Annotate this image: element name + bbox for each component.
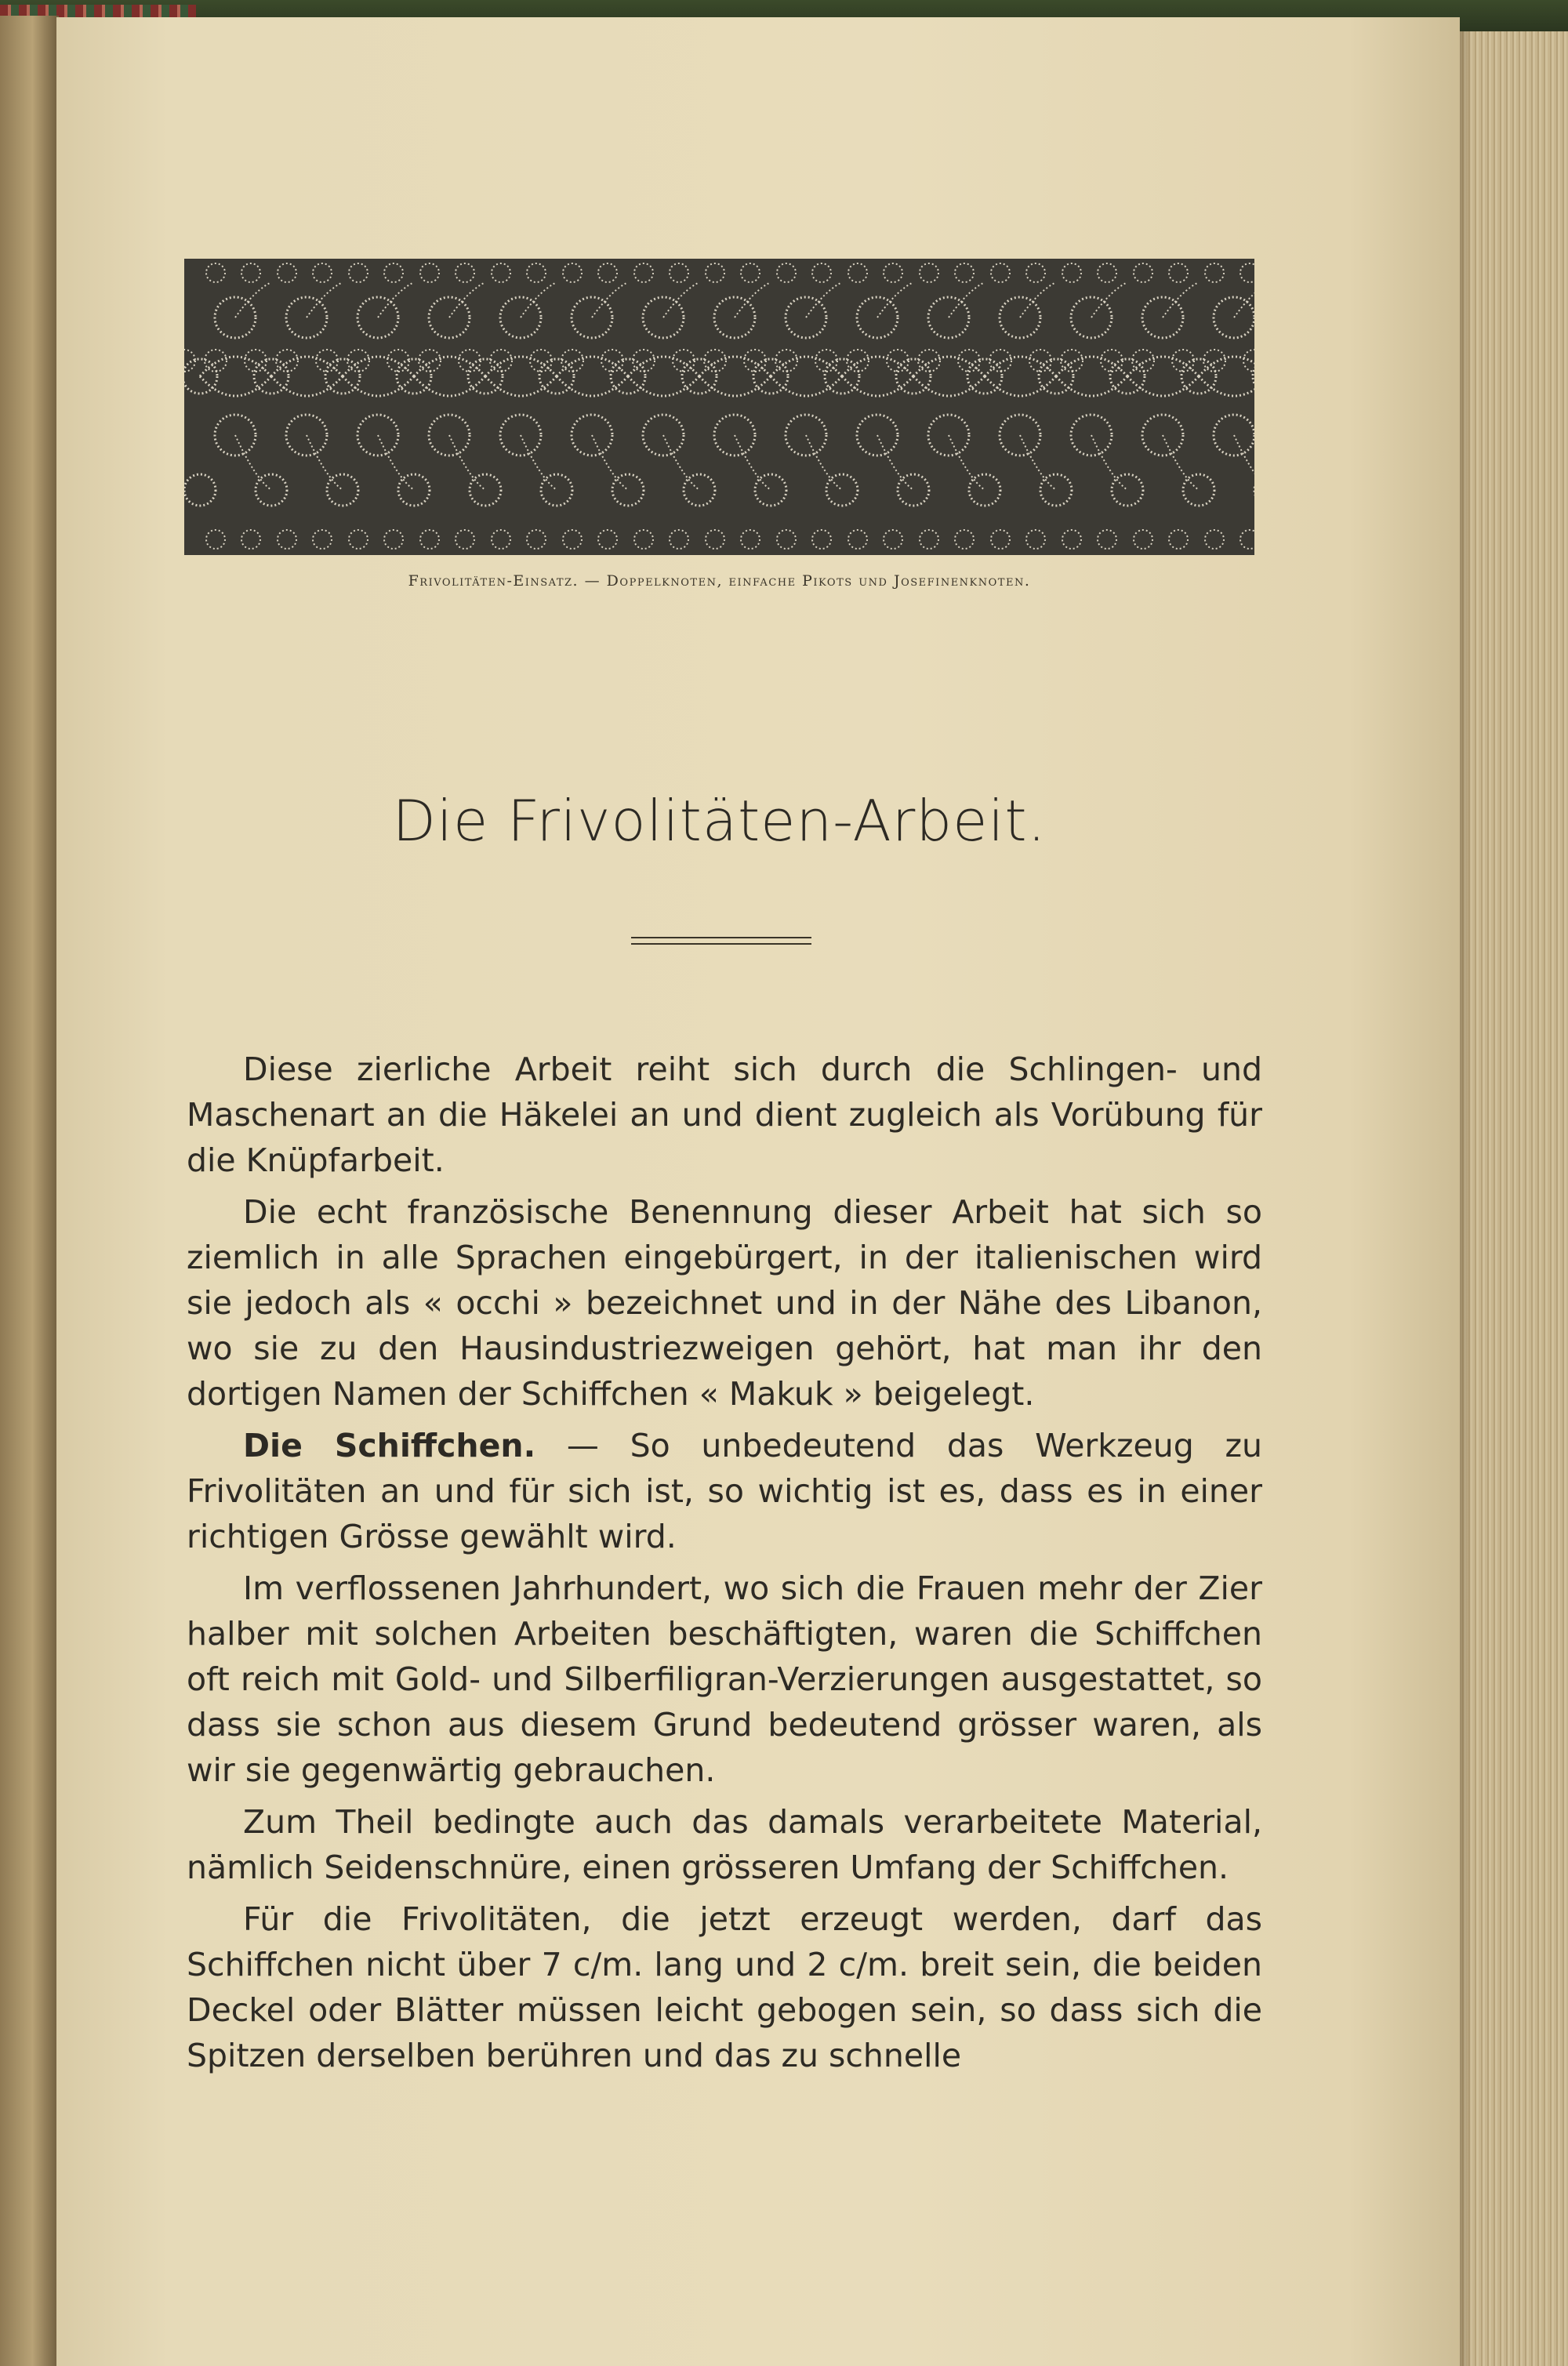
lace-chain xyxy=(1127,376,1199,396)
lace-ring xyxy=(920,530,938,549)
paragraph-text: Diese zierliche Arbeit reiht sich durch die Schlingen- und Maschenart an die Häkelei an und dient zugleich als Vorübung für die Knüpfarbeit. xyxy=(187,1051,1262,1179)
lace-ring xyxy=(1240,530,1254,549)
lace-chain xyxy=(414,357,485,376)
lace-chain xyxy=(771,357,842,376)
lace-ring xyxy=(1098,263,1116,282)
lace-ring xyxy=(670,530,688,549)
lace-ring xyxy=(812,530,831,549)
chapter-title: Die Frivolitäten-Arbeit. xyxy=(392,788,1047,854)
lace-ring xyxy=(527,530,546,549)
lace-ring xyxy=(527,263,546,282)
lace-ring xyxy=(456,263,474,282)
lace-chain xyxy=(985,376,1056,396)
lace-ring xyxy=(612,474,644,506)
lace-ring xyxy=(706,530,724,549)
lace-ring xyxy=(313,263,332,282)
paragraph xyxy=(187,1566,1262,1793)
lace-ring xyxy=(920,263,938,282)
lace-ring xyxy=(1205,530,1224,549)
title-double-rule xyxy=(631,937,811,945)
lace-chain xyxy=(557,376,628,396)
paragraph-text: Im verflossenen Jahrhundert, wo sich die Frauen mehr der Zier halber mit solchen Arbeiten beschäftigten, waren die Schiffchen oft reich mit Gold- und Silberfiligran-Verzierungen ausgestattet, so dass sie schon aus diesem Grund bedeutend grösser waren, als wir sie gegenwärtig gebrauchen. xyxy=(187,1569,1262,1789)
figure-caption: Frivolitäten-Einsatz. — Doppelknoten, einfache Pikots und Josefinenknoten. xyxy=(408,572,1031,590)
lace-ring xyxy=(1243,350,1254,372)
lace-ring xyxy=(1062,263,1081,282)
lace-chain xyxy=(806,282,842,318)
lace-ring xyxy=(670,263,688,282)
lace-ring xyxy=(563,263,582,282)
paragraph xyxy=(187,1047,1262,1183)
paragraph-text: Zum Theil bedingte auch das damals verarbeitete Material, nämlich Seidenschnüre, einen grösseren Umfang der Schiffchen. xyxy=(187,1803,1262,1886)
page-stack-edge xyxy=(1460,31,1568,2366)
lace-chain xyxy=(592,282,628,318)
lace-ring xyxy=(969,474,1000,506)
lace-ring xyxy=(1172,350,1194,372)
lace-chain xyxy=(1163,282,1199,318)
lace-ring xyxy=(206,530,225,549)
paragraph xyxy=(187,1423,1262,1559)
lace-ring xyxy=(206,263,225,282)
lace-ring xyxy=(384,530,403,549)
lace-chain xyxy=(842,357,913,376)
lace-chain xyxy=(271,376,343,396)
lace-chain xyxy=(343,376,414,396)
lace-ring xyxy=(349,263,368,282)
lace-ring xyxy=(955,263,974,282)
lace-chain xyxy=(842,376,913,396)
lace-chain xyxy=(949,282,985,318)
lace-ring xyxy=(1026,530,1045,549)
lace-ring xyxy=(456,530,474,549)
lace-ring xyxy=(741,263,760,282)
lace-chain xyxy=(663,282,699,318)
lace-ring xyxy=(1240,263,1254,282)
paragraph-text: Die echt französische Benennung dieser Arbeit hat sich so ziemlich in alle Sprachen eingebürgert, in der italienischen wird sie jedoch als « occhi » bezeichnet und in der Nähe des Libanon, wo sie zu den Hausindustriezweigen gehört, hat man ihr den dortigen Namen der Schiffchen « Makuk » beigelegt. xyxy=(187,1193,1262,1413)
lace-ring xyxy=(241,263,260,282)
lace-ring xyxy=(1134,530,1152,549)
lace-chain xyxy=(521,282,557,318)
lace-ring xyxy=(387,350,409,372)
lace-ring xyxy=(492,263,510,282)
lace-ring xyxy=(887,350,909,372)
lace-ring xyxy=(1029,350,1051,372)
lace-ring xyxy=(955,530,974,549)
paragraph-text: Für die Frivolitäten, die jetzt erzeugt werden, darf das Schiffchen nicht über 7 c/m. lang und 2 c/m. breit sein, die beiden Deckel oder Blätter müssen leicht gebogen sein, so dass sich die Spitzen derselben berühren und das zu schnelle xyxy=(187,1900,1262,2074)
lace-ring xyxy=(744,350,766,372)
lace-chain xyxy=(1127,357,1199,376)
lace-ring xyxy=(420,530,439,549)
lace-chain xyxy=(985,357,1056,376)
lace-chain xyxy=(735,282,771,318)
lace-chain xyxy=(378,282,414,318)
lace-ring xyxy=(958,350,980,372)
lace-chain xyxy=(877,282,913,318)
lace-chain xyxy=(628,376,699,396)
lace-ring xyxy=(384,263,403,282)
paragraph-text: — So unbedeutend das Werkzeug zu Frivolitäten an und für sich ist, so wichtig ist es, dass es in einer richtigen Grösse gewählt wird. xyxy=(187,1427,1262,1555)
lace-ring xyxy=(884,530,902,549)
lace-ring xyxy=(598,530,617,549)
lace-ring xyxy=(598,263,617,282)
lace-ring xyxy=(278,263,296,282)
lace-ring xyxy=(706,263,724,282)
lace-chain xyxy=(1199,376,1254,396)
lace-chain xyxy=(414,376,485,396)
lace-ring xyxy=(991,530,1010,549)
lace-ring xyxy=(848,263,867,282)
lace-ring xyxy=(634,530,653,549)
lace-ring xyxy=(470,474,501,506)
lace-ring xyxy=(601,350,623,372)
lace-ring xyxy=(541,474,572,506)
lace-ring xyxy=(184,474,216,506)
lace-ring xyxy=(1040,474,1072,506)
lace-chain xyxy=(628,357,699,376)
lace-chain xyxy=(771,376,842,396)
lace-illustration xyxy=(184,259,1254,555)
lace-ring xyxy=(1183,474,1214,506)
lace-ring xyxy=(755,474,786,506)
lace-ring xyxy=(349,530,368,549)
lace-chain xyxy=(1234,435,1254,490)
lace-chain xyxy=(1056,376,1127,396)
lace-ring xyxy=(241,530,260,549)
lace-ring xyxy=(684,474,715,506)
lace-chain xyxy=(485,357,557,376)
lace-chain xyxy=(449,282,485,318)
body-text xyxy=(187,1047,1262,2085)
section-run-in-heading: Die Schiffchen. xyxy=(243,1427,536,1464)
paragraph xyxy=(187,1799,1262,1890)
lace-chain xyxy=(271,357,343,376)
lace-ring xyxy=(815,350,837,372)
lace-ring xyxy=(398,474,430,506)
lace-ring xyxy=(812,263,831,282)
lace-ring xyxy=(826,474,858,506)
lace-chain xyxy=(913,376,985,396)
page-gutter-shadow xyxy=(1460,31,1472,2366)
lace-ring xyxy=(1134,263,1152,282)
lace-chain xyxy=(1091,282,1127,318)
lace-chain xyxy=(1056,357,1127,376)
lace-ring xyxy=(1169,530,1188,549)
lace-chain xyxy=(235,282,271,318)
lace-ring xyxy=(316,350,338,372)
lace-ring xyxy=(673,350,695,372)
lace-chain xyxy=(307,282,343,318)
lace-ring xyxy=(741,530,760,549)
lace-chain xyxy=(557,357,628,376)
lace-pattern xyxy=(184,259,1254,555)
lace-chain xyxy=(200,376,271,396)
lace-ring xyxy=(991,263,1010,282)
lace-ring xyxy=(1205,263,1224,282)
lace-ring xyxy=(884,263,902,282)
lace-ring xyxy=(256,474,287,506)
lace-ring xyxy=(777,530,796,549)
lace-chain xyxy=(913,357,985,376)
lace-ring xyxy=(898,474,929,506)
lace-ring xyxy=(459,350,481,372)
lace-ring xyxy=(1101,350,1123,372)
lace-ring xyxy=(327,474,358,506)
lace-ring xyxy=(1112,474,1143,506)
lace-ring xyxy=(1062,530,1081,549)
paragraph xyxy=(187,1189,1262,1417)
lace-chain xyxy=(1020,282,1056,318)
lace-chain xyxy=(699,376,771,396)
lace-chain xyxy=(343,357,414,376)
lace-chain xyxy=(699,357,771,376)
left-page-edge xyxy=(0,16,59,2366)
lace-ring xyxy=(634,263,653,282)
lace-ring xyxy=(1253,359,1254,394)
lace-ring xyxy=(1169,263,1188,282)
lace-chain xyxy=(200,357,271,376)
lace-ring xyxy=(1098,530,1116,549)
lace-ring xyxy=(530,350,552,372)
lace-ring xyxy=(777,263,796,282)
paragraph xyxy=(187,1896,1262,2078)
lace-chain xyxy=(485,376,557,396)
lace-ring xyxy=(420,263,439,282)
lace-ring xyxy=(278,530,296,549)
lace-ring xyxy=(313,530,332,549)
lace-ring xyxy=(848,530,867,549)
lace-ring xyxy=(245,350,267,372)
lace-ring xyxy=(1026,263,1045,282)
lace-ring xyxy=(492,530,510,549)
lace-ring xyxy=(563,530,582,549)
